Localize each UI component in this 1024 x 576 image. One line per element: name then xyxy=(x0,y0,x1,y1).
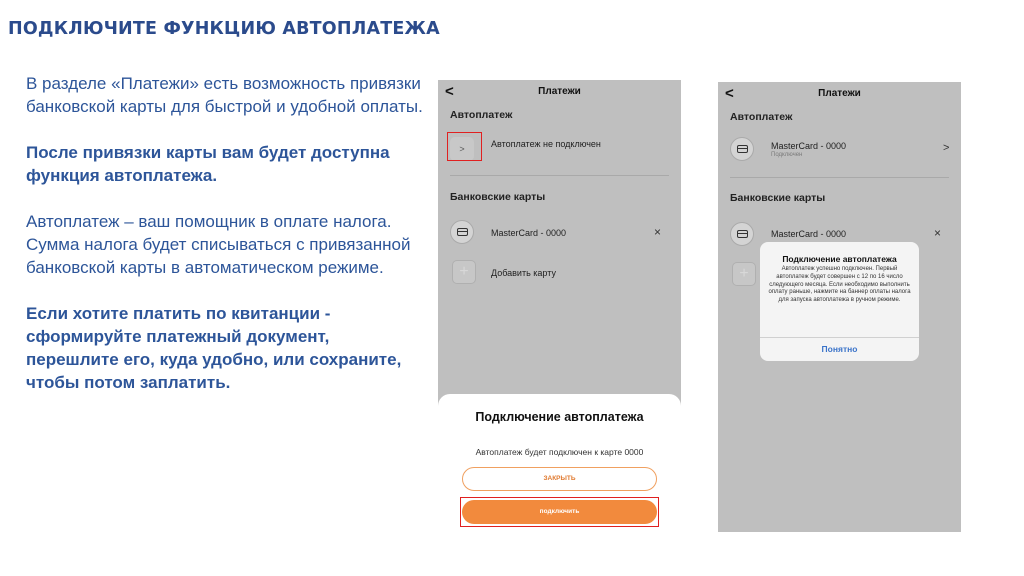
screen-header xyxy=(718,82,961,104)
dialog-text: Автоплатеж успешно подключен. Первый автоплатеж будет совершен с 12 по 16 число следующего месяца. Если необходимо выполнить оплату раньше, нажмите на баннер оплаты налога для запуска автоплатежа в ручном режиме. xyxy=(768,266,911,304)
autopay-status: Автоплатеж не подключен xyxy=(491,139,601,149)
intro-paragraph: В разделе «Платежи» есть возможность привязки банковской карты для быстрой и удобной оплаты. xyxy=(26,74,423,116)
credit-card-icon xyxy=(737,145,748,153)
ok-button[interactable]: Понятно xyxy=(821,344,858,354)
slide-title: ПОДКЛЮЧИТЕ ФУНКЦИЮ АВТОПЛАТЕЖА xyxy=(8,19,440,39)
autopay-paragraph: Автоплатеж – ваш помощник в оплате налога. Сумма налога будет списываться с привязанной банковской карты в автоматическом режиме. xyxy=(26,212,411,277)
dialog-title: Подключение автоплатежа xyxy=(782,254,897,264)
card-name[interactable]: MasterCard - 0000 xyxy=(771,229,847,239)
credit-card-icon xyxy=(737,230,748,238)
divider xyxy=(730,177,949,178)
plus-icon[interactable]: + xyxy=(452,260,476,284)
screen-header xyxy=(438,80,681,102)
remove-card-icon[interactable]: × xyxy=(654,225,662,239)
success-dialog xyxy=(760,242,919,361)
description-column xyxy=(26,72,426,417)
back-arrow-icon[interactable]: < xyxy=(725,85,734,102)
add-card-link[interactable]: Добавить карту xyxy=(491,268,556,278)
close-button[interactable]: ЗАКРЫТЬ xyxy=(462,467,657,491)
plus-icon[interactable]: + xyxy=(732,262,756,286)
autopay-card-status: Подключен xyxy=(771,152,803,158)
highlight-frame xyxy=(447,132,482,161)
autopay-section-title: Автоплатеж xyxy=(730,111,793,123)
back-arrow-icon[interactable]: < xyxy=(445,83,454,100)
screen-title: Платежи xyxy=(818,88,861,99)
bank-cards-section-title: Банковские карты xyxy=(730,192,826,204)
chevron-right-icon[interactable]: > xyxy=(450,137,474,161)
receipt-paragraph: Если хотите платить по квитанции - сформируйте платежный документ, перешлите его, куда удобно, или сохраните, чтобы потом заплатить. xyxy=(26,304,402,392)
card-icon-circle xyxy=(730,137,754,161)
dialog-divider xyxy=(760,337,919,338)
sheet-title: Подключение автоплатежа xyxy=(475,410,644,424)
credit-card-icon xyxy=(457,228,468,236)
divider xyxy=(450,175,669,176)
screen-title: Платежи xyxy=(538,86,581,97)
bank-cards-section-title: Банковские карты xyxy=(450,191,546,203)
card-icon-circle xyxy=(730,222,754,246)
card-name[interactable]: MasterCard - 0000 xyxy=(491,228,567,238)
highlight-frame xyxy=(460,497,659,527)
autopay-card-name[interactable]: MasterCard - 0000 xyxy=(771,141,847,151)
bottom-sheet xyxy=(438,394,681,530)
remove-card-icon[interactable]: × xyxy=(934,226,942,240)
card-binding-paragraph: После привязки карты вам будет доступна функция автоплатежа. xyxy=(26,143,390,185)
card-icon-circle xyxy=(450,220,474,244)
connect-button[interactable]: подключить xyxy=(462,500,657,524)
phone-screen-connect xyxy=(438,80,681,530)
chevron-right-icon[interactable]: > xyxy=(943,142,950,154)
autopay-section-title: Автоплатеж xyxy=(450,109,513,121)
phone-screen-success xyxy=(718,82,961,532)
sheet-message: Автоплатеж будет подключен к карте 0000 xyxy=(475,447,644,457)
